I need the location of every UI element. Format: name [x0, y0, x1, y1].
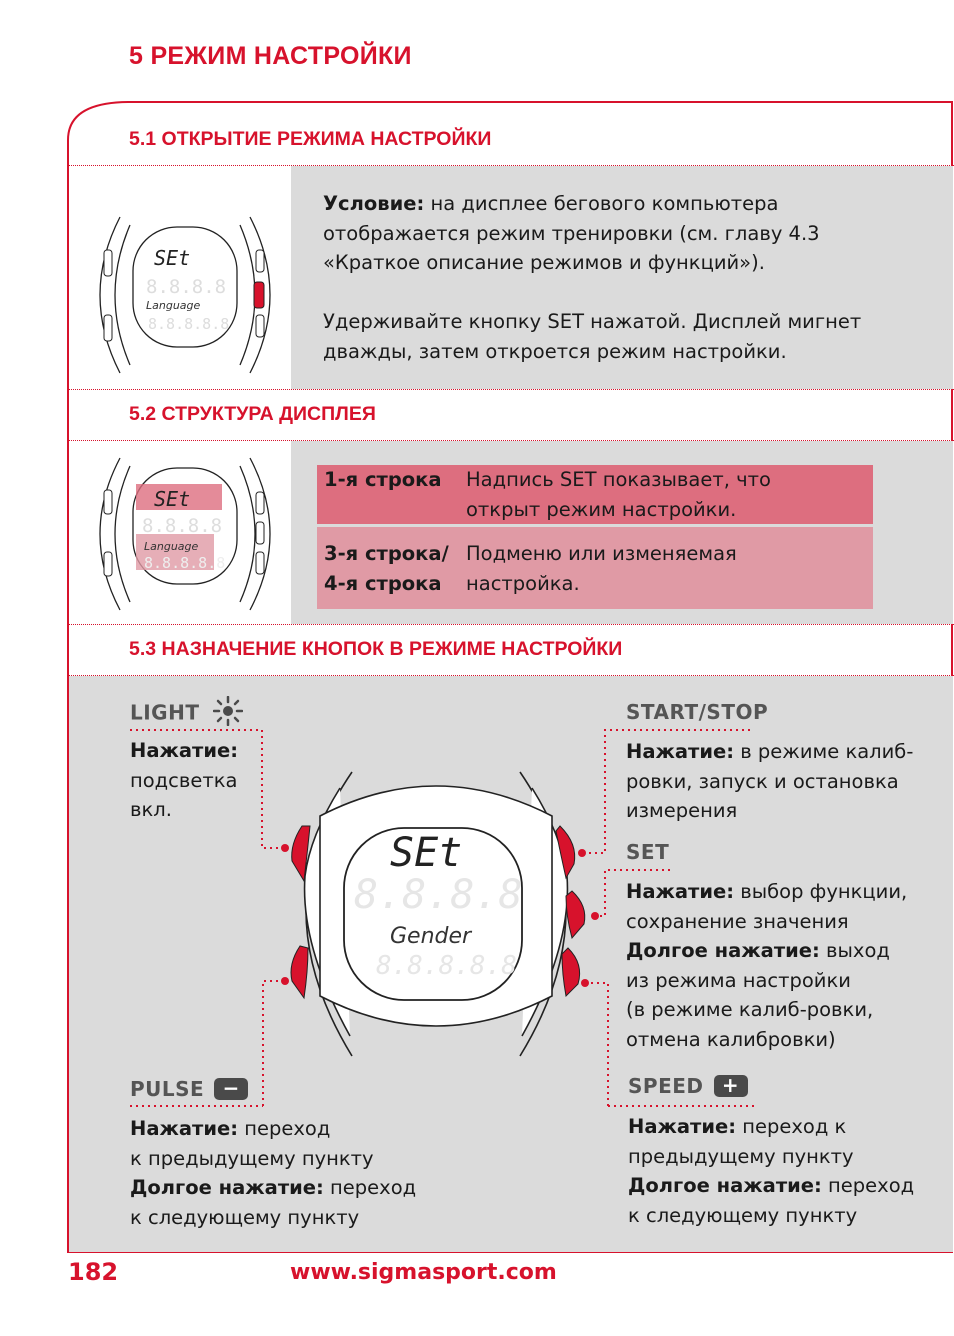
description-line: предыдущему пункту	[628, 1144, 854, 1168]
condition-text: отображается режим тренировки (см. главу 4.3	[323, 221, 820, 245]
condition-text: «Краткое описание режимов и функций»).	[323, 251, 765, 274]
description-line: переход	[821, 1174, 915, 1197]
display-set-text: SEt	[390, 830, 463, 876]
plus-glyph: +	[721, 1072, 740, 1097]
pulse-name: PULSE	[130, 1077, 205, 1101]
row-label: 1-я строка	[324, 468, 442, 491]
press-label: Нажатие:	[130, 739, 239, 762]
set-description	[626, 877, 907, 1054]
startstop-button-label: START/STOP	[626, 700, 769, 724]
speed-name: SPEED	[628, 1074, 704, 1098]
watch-structure-illustration	[90, 452, 280, 622]
description-line: к предыдущему пункту	[130, 1146, 374, 1170]
instruction-text: дважды, затем откроется режим настройки.	[323, 339, 787, 363]
chapter-title: 5 РЕЖИМ НАСТРОЙКИ	[129, 42, 412, 70]
row-description: Подменю или изменяемая	[466, 542, 737, 565]
svg-text:8.8.8.8.8: 8.8.8.8.8	[148, 315, 230, 333]
table-row	[317, 527, 873, 609]
description-line: к следующему пункту	[130, 1205, 360, 1229]
description-line: подсветка	[130, 768, 238, 792]
website-link[interactable]: www.sigmasport.com	[290, 1260, 557, 1285]
pulse-description	[130, 1114, 416, 1232]
long-press-label: Долгое нажатие:	[130, 1176, 324, 1199]
speed-button-label	[628, 1074, 748, 1099]
press-label: Нажатие:	[628, 1115, 737, 1138]
description-line: сохранение значения	[626, 909, 849, 933]
page-number: 182	[68, 1258, 119, 1286]
minus-glyph: −	[222, 1075, 240, 1100]
display-language-text: Language	[144, 540, 199, 553]
condition-text: на дисплее бегового компьютера	[424, 192, 779, 215]
long-press-label: Долгое нажатие:	[628, 1174, 822, 1197]
long-press-label: Долгое нажатие:	[626, 939, 820, 962]
section-title-5-2: 5.2 СТРУКТУРА ДИСПЛЕЯ	[129, 403, 376, 425]
description-line: к следующему пункту	[628, 1203, 858, 1227]
table-row	[317, 465, 873, 524]
light-name: LIGHT	[130, 700, 200, 725]
row-description: Надпись SET показывает, что	[466, 468, 771, 491]
svg-text:8.8.8.8: 8.8.8.8	[142, 515, 223, 537]
svg-text:8.8.8.8: 8.8.8.8	[354, 872, 523, 918]
light-description	[130, 736, 238, 825]
svg-text:8.8.8.8: 8.8.8.8	[146, 276, 227, 298]
display-language-text: Language	[146, 299, 201, 312]
plus-icon	[714, 1072, 748, 1097]
description-line: в режиме калиб-	[734, 740, 914, 763]
divider	[68, 624, 954, 625]
divider	[68, 389, 954, 390]
description-line: ровки, запуск и остановка	[626, 769, 899, 793]
row-description: открыт режим настройки.	[466, 497, 737, 521]
condition-label: Условие:	[323, 192, 425, 215]
section-title-5-1: 5.1 ОТКРЫТИЕ РЕЖИМА НАСТРОЙКИ	[129, 128, 492, 150]
description-line: переход	[238, 1117, 331, 1140]
display-set-text: SEt	[154, 246, 191, 270]
row-description: настройка.	[466, 571, 580, 595]
watch-illustration-small	[90, 205, 280, 385]
minus-icon	[214, 1075, 248, 1100]
light-button-label	[130, 699, 243, 729]
set-button-label: SET	[626, 840, 670, 864]
description-line: переход	[323, 1176, 417, 1199]
instruction-text: Удерживайте кнопку SET нажатой. Дисплей мигнет	[323, 310, 862, 333]
display-gender-text: Gender	[390, 924, 472, 949]
row-label: 3-я строка/	[324, 542, 449, 565]
svg-text:8.8.8.8.8: 8.8.8.8.8	[376, 951, 517, 981]
svg-text:8.8.8.8.8: 8.8.8.8.8	[144, 554, 226, 572]
row-label: 4-я строка	[324, 571, 442, 595]
description-line: измерения	[626, 799, 738, 822]
description-line: выход	[819, 939, 890, 962]
press-label: Нажатие:	[130, 1117, 239, 1140]
description-line: (в режиме калиб-ровки,	[626, 998, 874, 1021]
description-line: выбор функции,	[734, 880, 908, 903]
sun-icon	[213, 696, 243, 726]
speed-description	[628, 1112, 914, 1230]
section-title-5-3: 5.3 НАЗНАЧЕНИЕ КНОПОК В РЕЖИМЕ НАСТРОЙКИ	[129, 638, 623, 660]
description-line: отмена калибровки)	[626, 1027, 836, 1051]
description-line: переход к	[736, 1115, 847, 1138]
display-set-text: SEt	[154, 487, 191, 511]
press-label: Нажатие:	[626, 880, 735, 903]
press-label: Нажатие:	[626, 740, 735, 763]
description-line: вкл.	[130, 798, 172, 821]
description-line: из режима настройки	[626, 968, 851, 992]
pulse-button-label	[130, 1077, 248, 1102]
startstop-description	[626, 737, 913, 826]
condition-paragraph	[323, 189, 861, 366]
